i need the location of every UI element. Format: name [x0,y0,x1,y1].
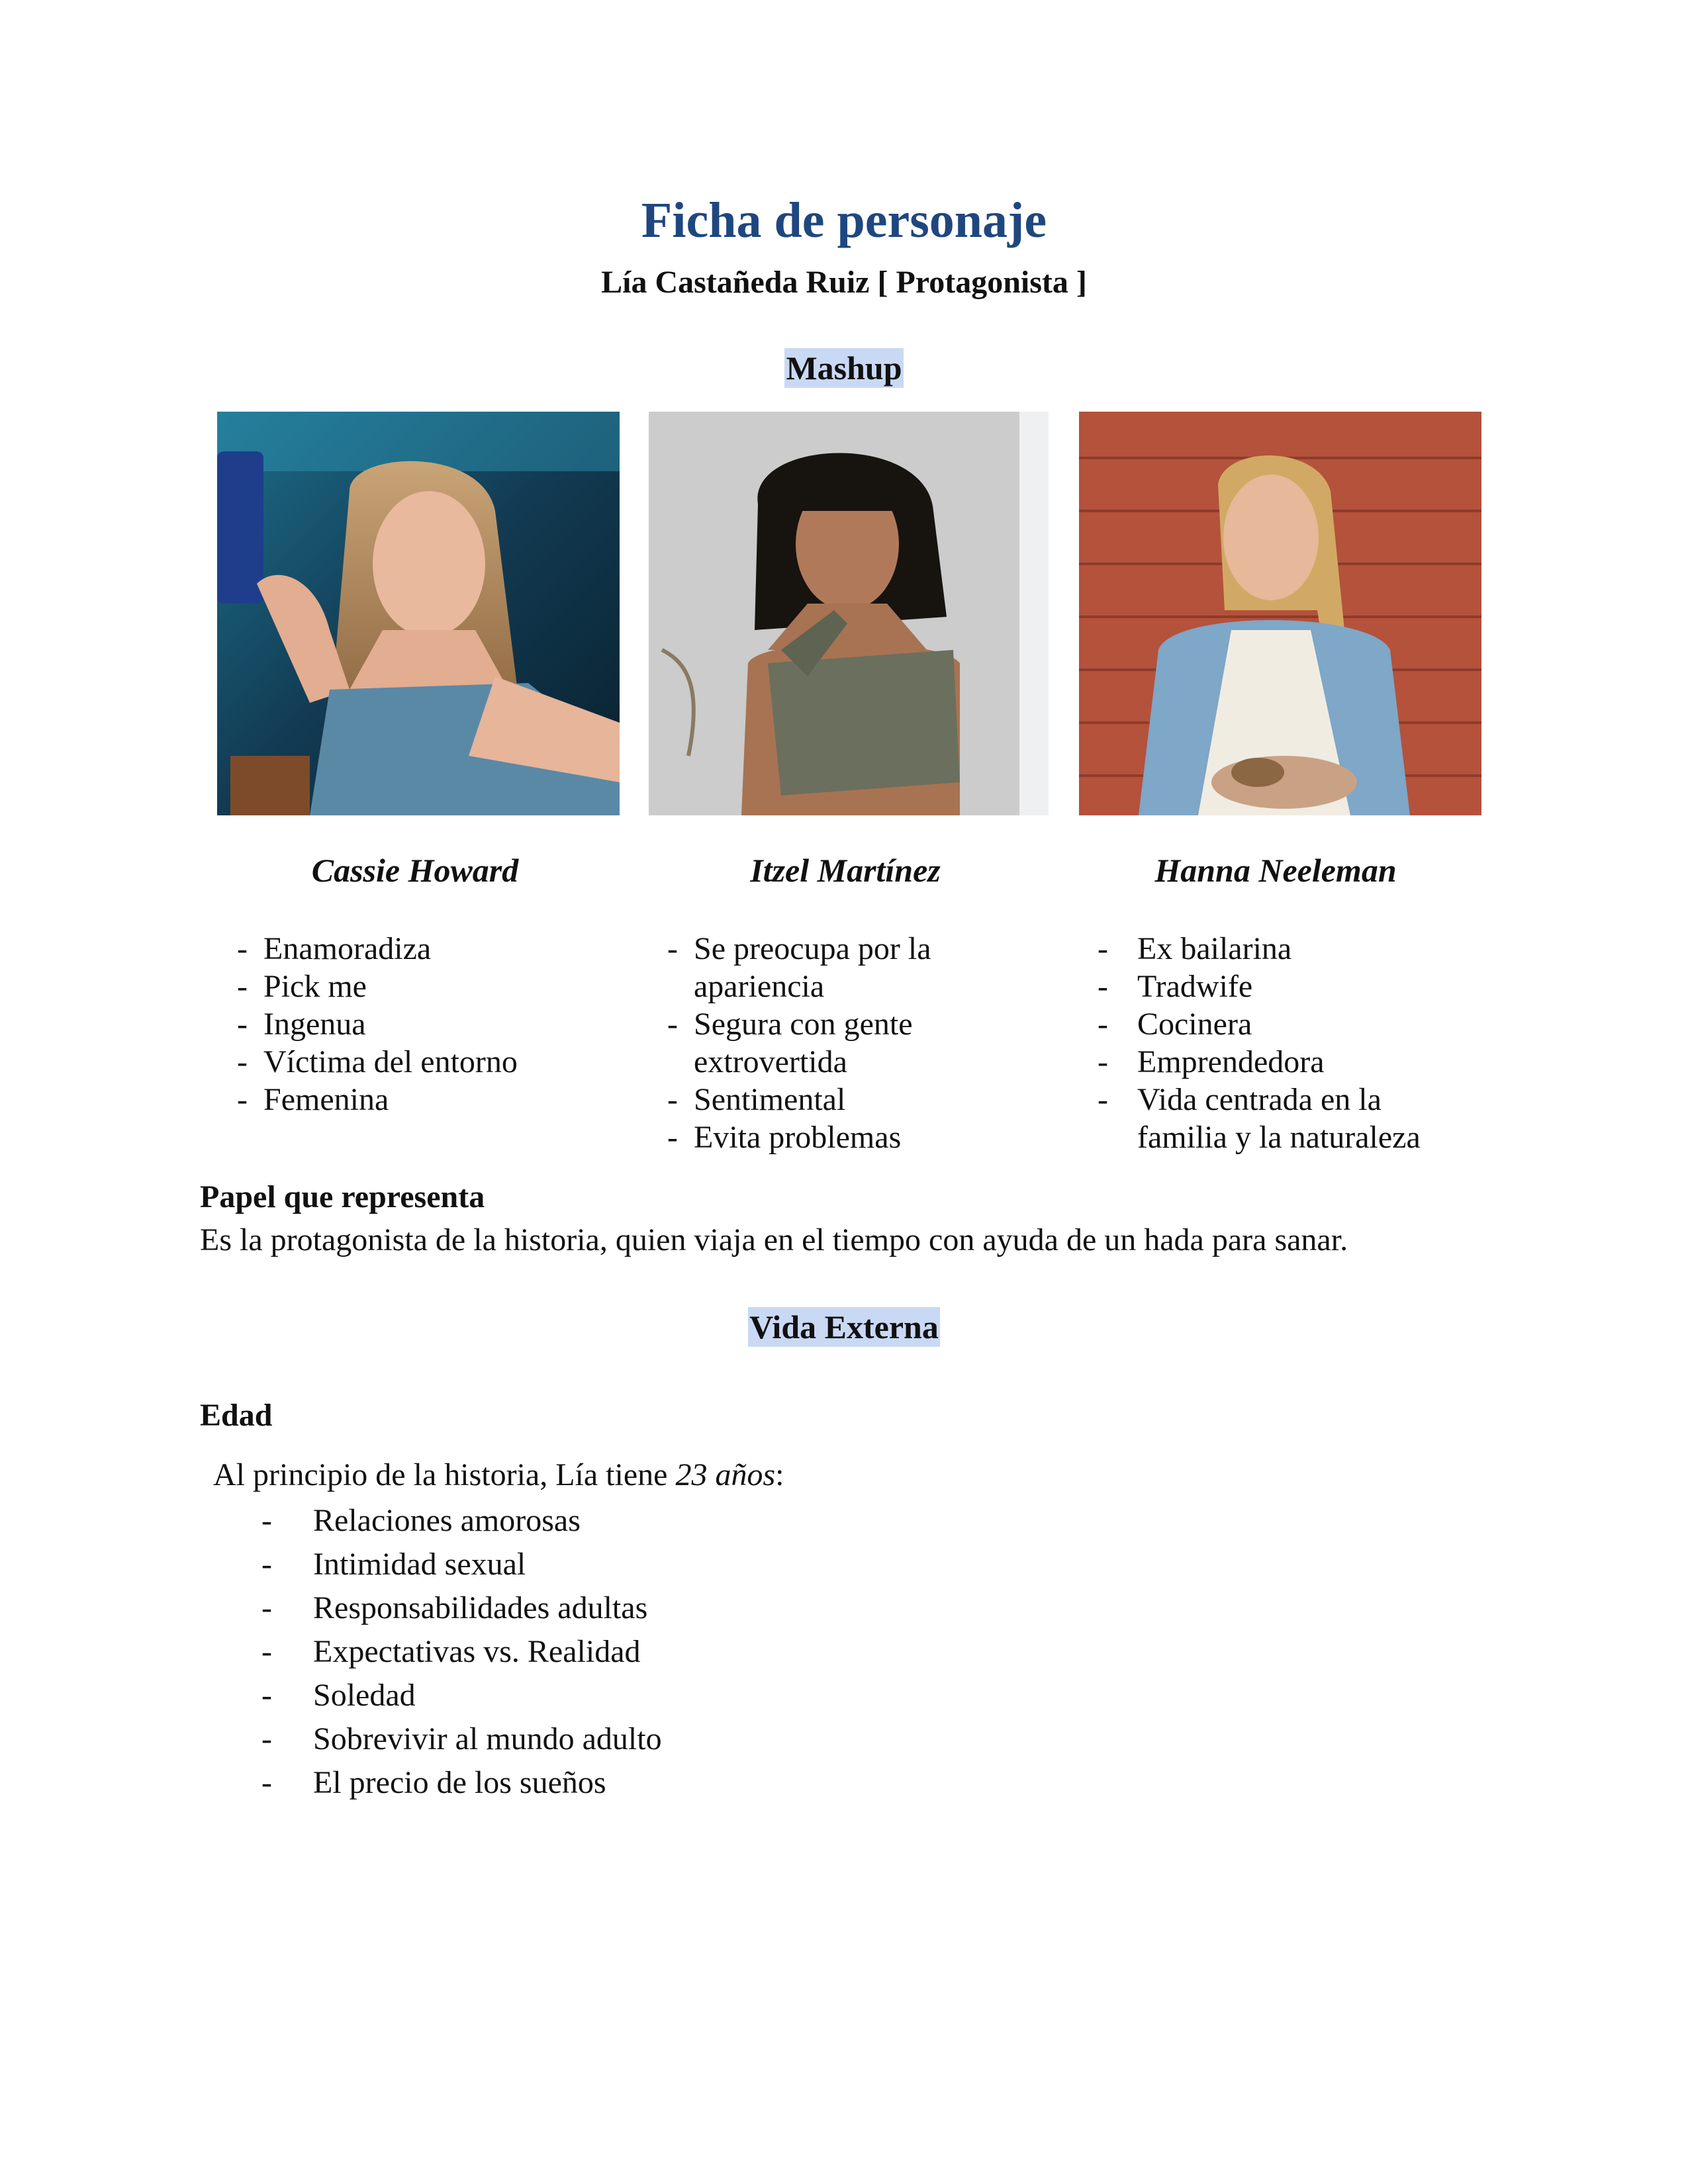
age-intro [213,1456,784,1494]
age-value: 23 años [675,1457,776,1492]
age-intro-suffix: : [775,1457,784,1492]
list-marker: - [237,1082,248,1117]
trait-text: Segura con gente [694,1007,913,1042]
photo-hanna-neeleman-image [1079,412,1481,815]
trait-text: Sentimental [694,1082,846,1117]
list-marker: - [261,1634,272,1669]
list-item [261,1543,662,1586]
theme-text: Sobrevivir al mundo adulto [313,1721,662,1756]
list-marker: - [1098,969,1108,1004]
list-item [237,1005,518,1043]
list-item-continuation [1098,1118,1421,1156]
list-marker: - [261,1678,272,1713]
theme-text: Expectativas vs. Realidad [313,1634,641,1669]
list-item [261,1717,662,1761]
list-marker: - [1098,1007,1108,1042]
list-marker: - [237,1007,248,1042]
theme-text: El precio de los sueños [313,1765,606,1800]
age-intro-prefix: Al principio de la historia, Lía tiene [213,1457,676,1492]
trait-text: Tradwife [1137,969,1253,1004]
photo-cassie-howard-image [217,412,620,815]
list-item [237,968,518,1005]
external-life-heading-text: Vida Externa [749,1308,939,1345]
traits-list-hanna-neeleman [1098,930,1421,1156]
trait-text: Víctima del entorno [263,1044,518,1079]
list-item [1098,930,1421,968]
list-marker: - [667,1082,678,1117]
list-item [237,930,518,968]
list-item-continuation [667,1043,931,1081]
theme-text: Responsabilidades adultas [313,1590,648,1625]
list-item [667,1118,931,1156]
photo-cassie-howard [217,412,620,815]
list-marker: - [1098,931,1108,966]
list-item [1098,1043,1421,1081]
trait-text: Vida centrada en la [1137,1082,1382,1117]
trait-text: Se preocupa por la [694,931,931,966]
list-marker: - [261,1765,272,1800]
trait-text: apariencia [694,969,825,1004]
list-item [261,1761,662,1805]
trait-text: extrovertida [694,1044,847,1079]
list-item [261,1630,662,1674]
trait-text: Evita problemas [694,1120,902,1155]
list-marker: - [237,931,248,966]
list-item [1098,1005,1421,1043]
age-themes-list [261,1499,662,1805]
mashup-heading-text: Mashup [786,349,902,387]
list-item-continuation [667,968,931,1005]
list-item [237,1043,518,1081]
list-item [261,1586,662,1630]
photo-itzel-martinez-image [649,412,1049,815]
trait-text: Ingenua [263,1007,366,1042]
list-item [667,1081,931,1118]
trait-text: Ex bailarina [1137,931,1292,966]
list-marker: - [261,1547,272,1582]
list-item [1098,1081,1421,1118]
traits-list-cassie-howard [237,930,518,1118]
trait-text: Emprendedora [1137,1044,1325,1079]
role-description: Es la protagonista de la historia, quien viaja en el tiempo con ayuda de un hada para sanar. [200,1222,1348,1257]
list-marker: - [261,1590,272,1625]
page-title: Ficha de personaje [641,193,1047,248]
reference-name-3: Hanna Neeleman [1154,852,1397,889]
reference-name-1: Cassie Howard [311,852,519,889]
trait-text: Enamoradiza [263,931,432,966]
theme-text: Relaciones amorosas [313,1503,581,1538]
list-marker: - [667,1120,678,1155]
list-marker: - [1098,1082,1108,1117]
list-marker: - [1098,1044,1108,1079]
list-marker: - [261,1721,272,1756]
trait-text: Femenina [263,1082,389,1117]
list-marker: - [261,1503,272,1538]
list-item [667,930,931,968]
photo-itzel-martinez [649,412,1049,815]
photo-hanna-neeleman [1079,412,1481,815]
traits-list-itzel-martinez [667,930,931,1156]
character-name: Lía Castañeda Ruiz [ Protagonista ] [601,265,1087,300]
trait-text: Pick me [263,969,367,1004]
list-item [667,1005,931,1043]
trait-text: familia y la naturaleza [1137,1120,1421,1155]
list-marker: - [237,969,248,1004]
list-item [237,1081,518,1118]
external-life-heading [0,1307,1688,1347]
list-marker: - [667,931,678,966]
list-item [261,1674,662,1717]
reference-name-2: Itzel Martínez [750,852,941,889]
list-marker: - [667,1007,678,1042]
age-label: Edad [200,1398,273,1433]
theme-text: Soledad [313,1678,416,1713]
list-marker: - [237,1044,248,1079]
role-label: Papel que representa [200,1179,485,1214]
mashup-heading [0,348,1688,388]
trait-text: Cocinera [1137,1007,1252,1042]
theme-text: Intimidad sexual [313,1547,526,1582]
list-item [1098,968,1421,1005]
list-item [261,1499,662,1543]
